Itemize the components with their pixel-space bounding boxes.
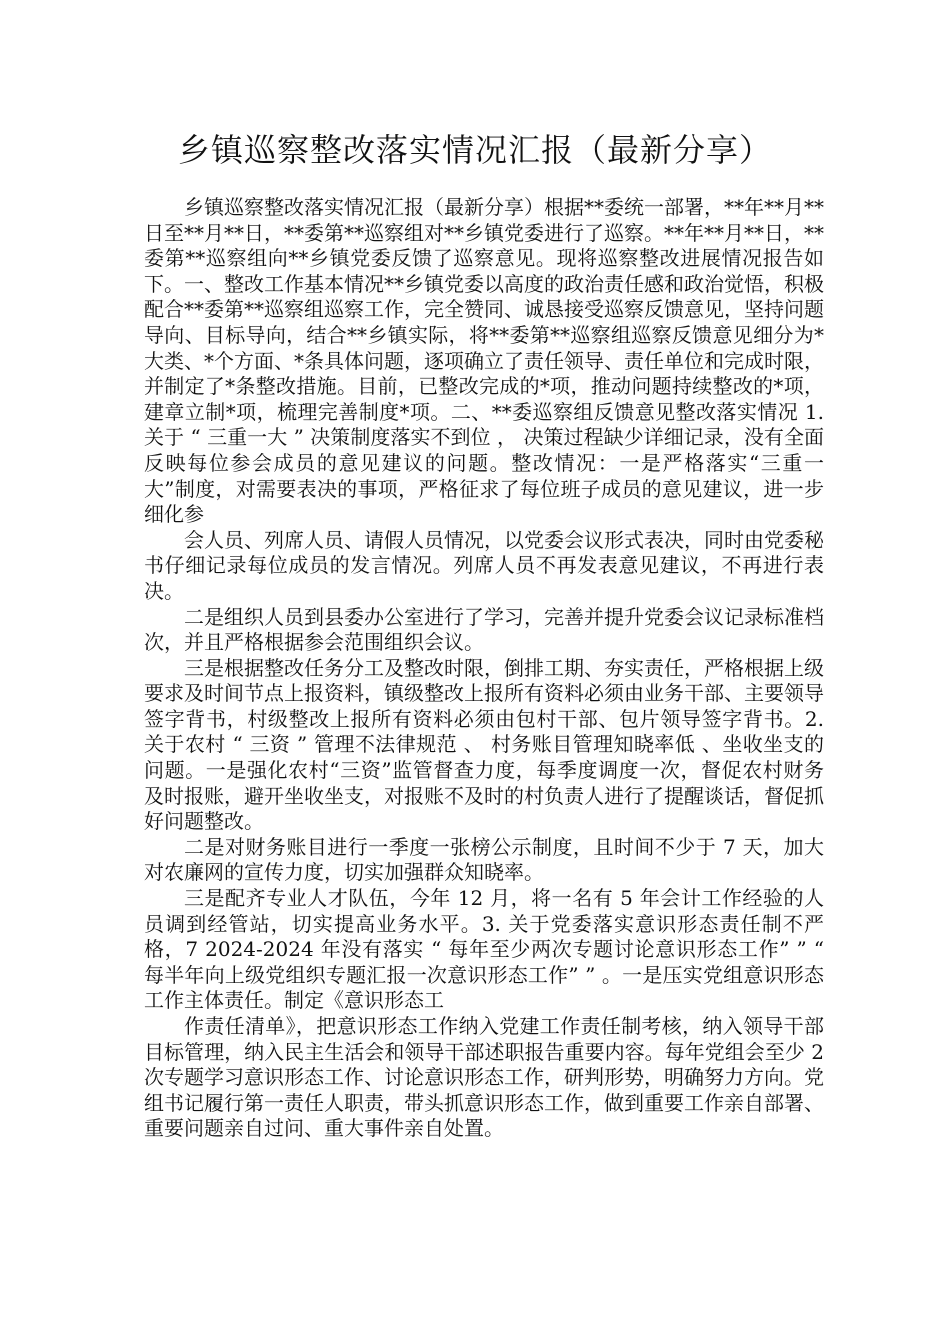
paragraph-5: 二是对财务账目进行一季度一张榜公示制度，且时间不少于 7 天，加大对农廉网的宣传力度，切实加强群众知晓率。 bbox=[144, 834, 824, 885]
paragraph-6: 三是配齐专业人才队伍，今年 12 月，将一名有 5 年会计工作经验的人员调到经管站，切实提高业务水平。3. 关于党委落实意识形态责任制不严格，7 2024-2024 年没有落实 “ 每年至少两次专题讨论意识形态工作” ” “ 每半年向上级党组织专题汇报一次意识形态工作” ” 。一是压实党组意识形态工作主体责任。制定《意识形态工 bbox=[144, 886, 824, 1013]
paragraph-2: 会人员、列席人员、请假人员情况，以党委会议形式表决，同时由党委秘书仔细记录每位成员的发言情况。列席人员不再发表意见建议，不再进行表决。 bbox=[144, 527, 824, 603]
document-body bbox=[144, 195, 824, 1142]
document-title: 乡镇巡察整改落实情况汇报（最新分享） bbox=[177, 131, 772, 169]
paragraph-1: 乡镇巡察整改落实情况汇报（最新分享）根据**委统一部署，**年**月**日至**月**日，**委第**巡察组对**乡镇党委进行了巡察。**年**月**日，**委第**巡察组向**乡镇党委反馈了巡察意见。现将巡察整改进展情况报告如下。一、整改工作基本情况**乡镇党委以高度的政治责任感和政治觉悟，积极配合**委第**巡察组巡察工作，完全赞同、诚恳接受巡察反馈意见，坚持问题导向、目标导向，结合**乡镇实际，将**委第**巡察组巡察反馈意见细分为*大类、*个方面、*条具体问题，逐项确立了责任领导、责任单位和完成时限，并制定了*条整改措施。目前，已整改完成的*项，推动问题持续整改的*项，建章立制*项，梳理完善制度*项。二、**委巡察组反馈意见整改落实情况 1. 关于 “ 三重一大 ” 决策制度落实不到位 ， 决策过程缺少详细记录，没有全面反映每位参会成员的意见建议的问题。整改情况：一是严格落实“三重一大”制度，对需要表决的事项，严格征求了每位班子成员的意见建议，进一步细化参 bbox=[144, 195, 824, 527]
paragraph-3: 二是组织人员到县委办公室进行了学习，完善并提升党委会议记录标准档次，并且严格根据参会范围组织会议。 bbox=[144, 604, 824, 655]
paragraph-7: 作责任清单》，把意识形态工作纳入党建工作责任制考核，纳入领导干部目标管理，纳入民主生活会和领导干部述职报告重要内容。每年党组会至少 2 次专题学习意识形态工作、讨论意识形态工作，研判形势，明确努力方向。党组书记履行第一责任人职责，带头抓意识形态工作，做到重要工作亲自部署、重要问题亲自过问、重大事件亲自处置。 bbox=[144, 1014, 824, 1141]
paragraph-4: 三是根据整改任务分工及整改时限，倒排工期、夯实责任，严格根据上级要求及时间节点上报资料，镇级整改上报所有资料必须由业务干部、主要领导签字背书，村级整改上报所有资料必须由包村干部、包片领导签字背书。2. 关于农村 “ 三资 ” 管理不法律规范 、 村务账目管理知晓率低 、坐收坐支的问题。一是强化农村“三资”监管督查力度，每季度调度一次，督促农村财务及时报账，避开坐收坐支，对报账不及时的村负责人进行了提醒谈话，督促抓好问题整改。 bbox=[144, 655, 824, 834]
